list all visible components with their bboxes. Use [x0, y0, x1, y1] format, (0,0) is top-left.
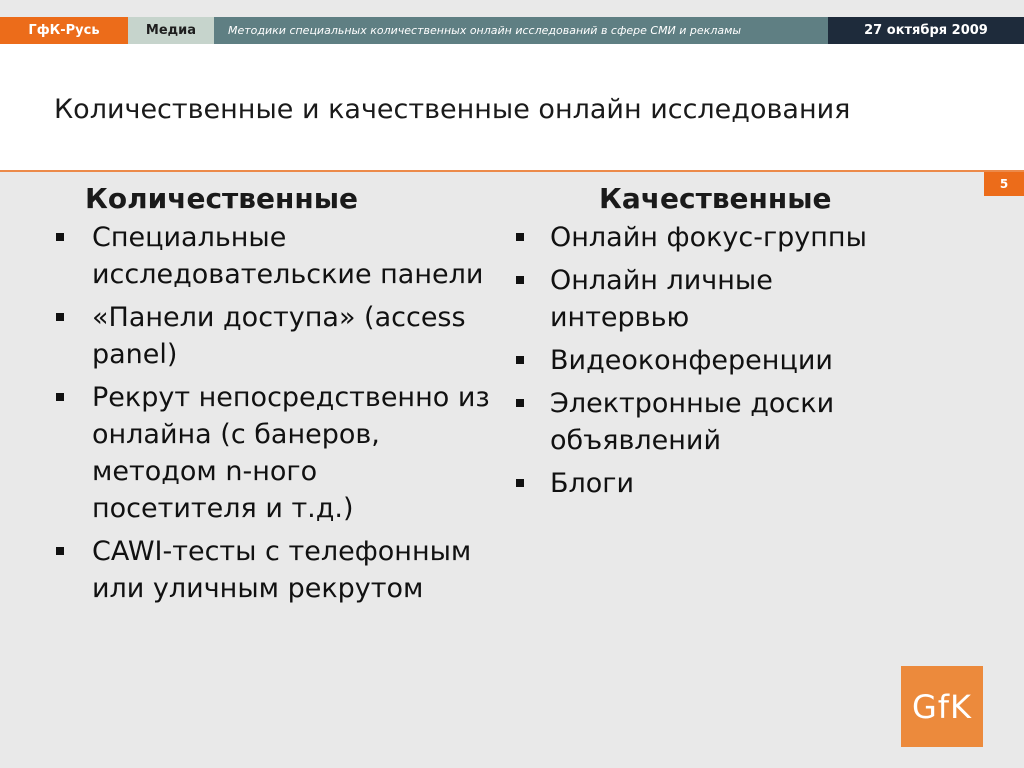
list-item-text: Рекрут непосредственно из онлайна (с банеров, методом n-ного посетителя и т.д.): [92, 382, 490, 524]
list-item-text: CAWI-тесты с телефонным или уличным рекрутом: [92, 536, 472, 604]
presentation-subtitle: Методики специальных количественных онлайн исследований в сфере СМИ и рекламы: [214, 17, 828, 44]
square-bullet-icon: [516, 356, 524, 364]
list-item: [500, 385, 920, 459]
list-item: [40, 379, 490, 527]
square-bullet-icon: [56, 547, 64, 555]
list-item-text: Электронные доски объявлений: [550, 388, 835, 456]
list-item: [40, 299, 490, 373]
list-item: [500, 342, 920, 379]
list-item-text: Онлайн фокус-группы: [550, 222, 867, 253]
qualitative-heading: Качественные: [599, 182, 832, 215]
square-bullet-icon: [56, 233, 64, 241]
list-item-text: «Панели доступа» (access panel): [92, 302, 466, 370]
slide-title: Количественные и качественные онлайн исследования: [54, 94, 851, 125]
list-item: [500, 465, 920, 502]
section-label: Медиа: [128, 17, 214, 44]
header-divider: [0, 170, 1024, 172]
qualitative-column: [500, 182, 920, 508]
gfk-logo: GfK: [901, 666, 983, 747]
list-item: [40, 219, 490, 293]
page-number-badge: 5: [984, 172, 1024, 196]
list-item: [500, 262, 920, 336]
list-item-text: Блоги: [550, 468, 635, 499]
top-banner: [0, 17, 1024, 44]
list-item: [500, 219, 920, 256]
slide-header: [0, 44, 1024, 171]
quantitative-heading: Количественные: [85, 182, 358, 215]
company-label: ГфК-Русь: [0, 17, 128, 44]
presentation-date: 27 октября 2009: [828, 17, 1024, 44]
quantitative-list: [40, 219, 490, 607]
list-item-text: Видеоконференции: [550, 345, 833, 376]
square-bullet-icon: [56, 313, 64, 321]
square-bullet-icon: [516, 276, 524, 284]
list-item-text: Специальные исследовательские панели: [92, 222, 484, 290]
square-bullet-icon: [516, 399, 524, 407]
list-item-text: Онлайн личные интервью: [550, 265, 773, 333]
square-bullet-icon: [516, 233, 524, 241]
square-bullet-icon: [56, 393, 64, 401]
qualitative-list: [500, 219, 920, 502]
list-item: [40, 533, 490, 607]
quantitative-column: [40, 182, 490, 613]
square-bullet-icon: [516, 479, 524, 487]
